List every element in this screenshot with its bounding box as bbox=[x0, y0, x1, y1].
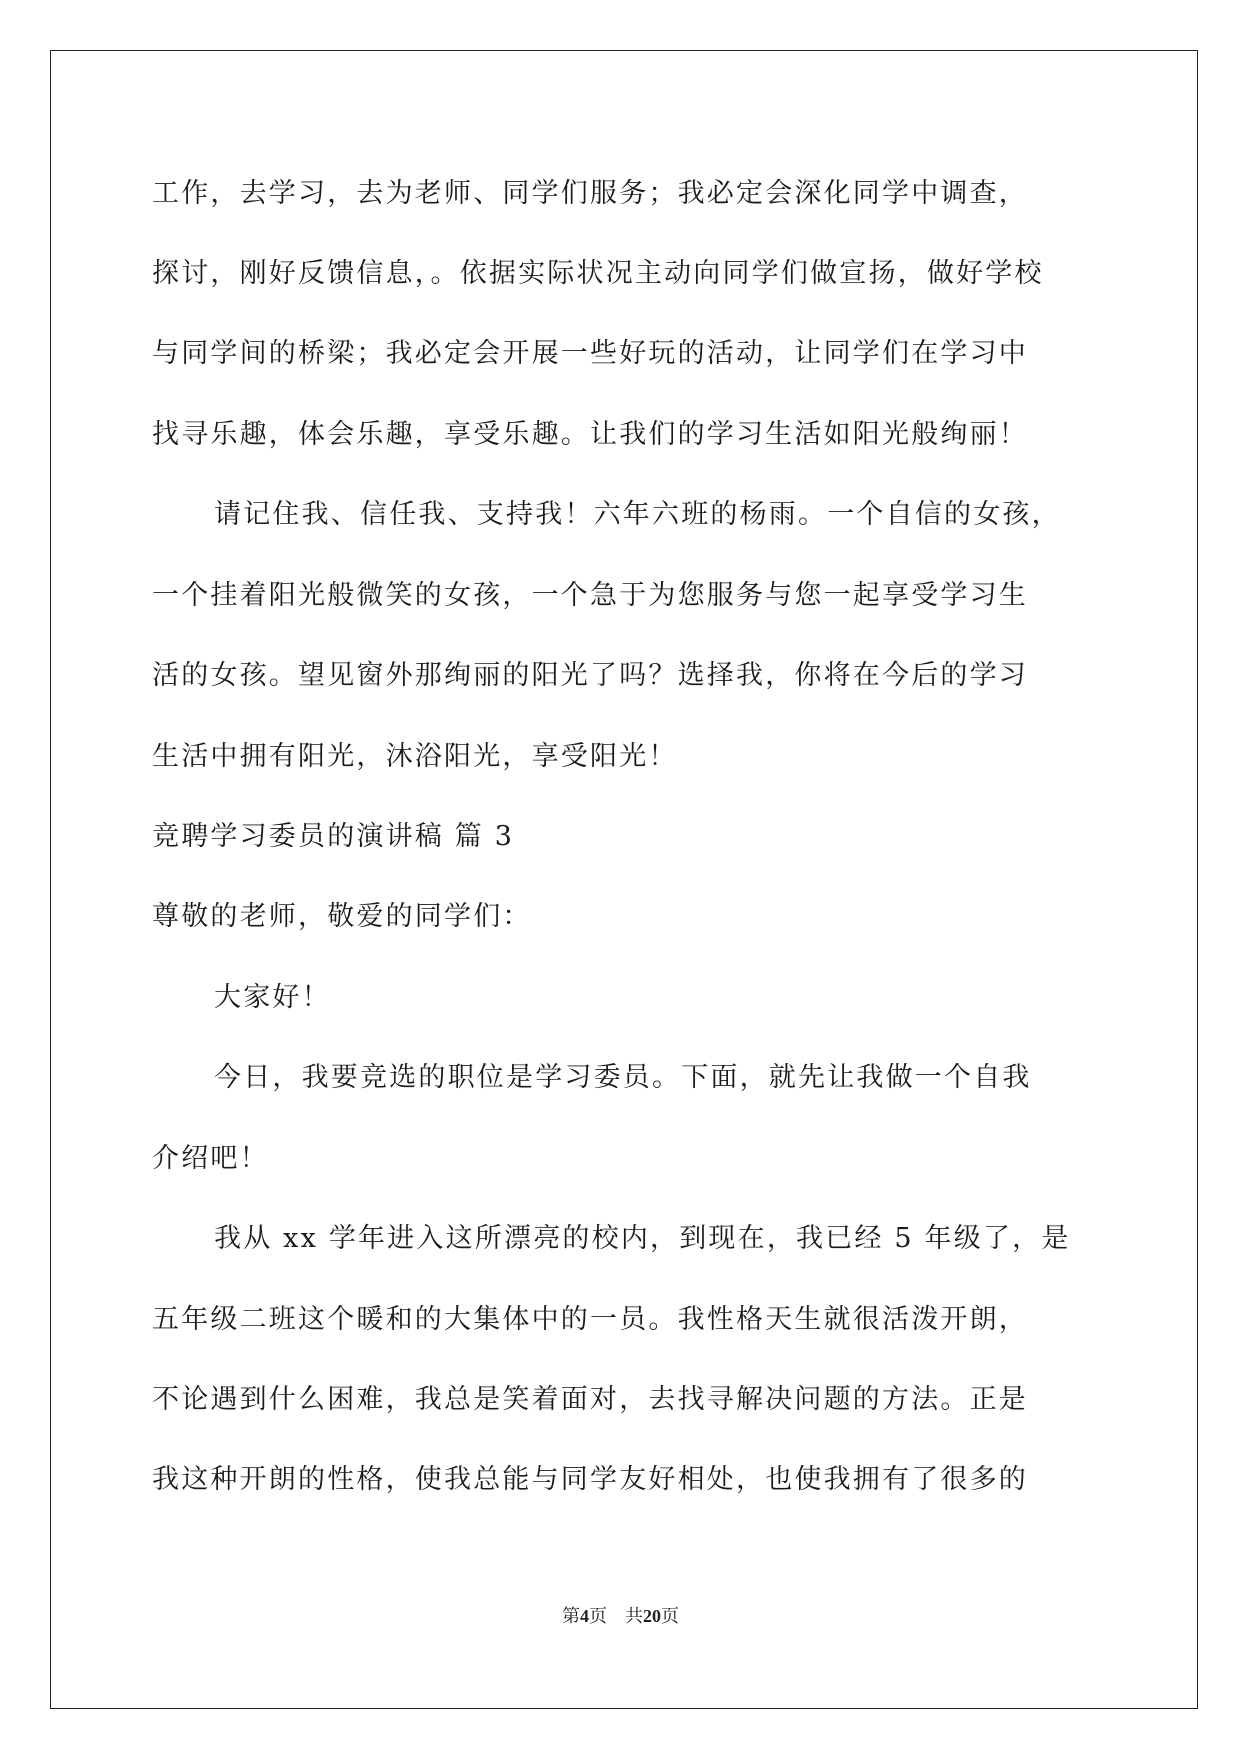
body-line: 五年级二班这个暖和的大集体中的一员。我性格天生就很活泼开朗， bbox=[152, 1304, 1028, 1335]
body-line: 我这种开朗的性格，使我总能与同学友好相处，也使我拥有了很多的 bbox=[152, 1464, 1028, 1495]
total-prefix: 共 bbox=[625, 1606, 643, 1626]
page-footer bbox=[0, 1604, 1241, 1628]
body-line: 探讨，刚好反馈信息，。依据实际状况主动向同学们做宣扬，做好学校 bbox=[152, 258, 1044, 289]
page-prefix: 第 bbox=[562, 1606, 580, 1626]
page-number: 4 bbox=[580, 1606, 589, 1626]
body-line: 生活中拥有阳光，沐浴阳光，享受阳光！ bbox=[152, 741, 678, 772]
page-suffix: 页 bbox=[589, 1606, 607, 1626]
body-line: 找寻乐趣，体会乐趣，享受乐趣。让我们的学习生活如阳光般绚丽！ bbox=[152, 419, 1028, 450]
body-line: 与同学间的桥梁；我必定会开展一些好玩的活动，让同学们在学习中 bbox=[152, 338, 1028, 369]
paragraph-first-line: 今日，我要竞选的职位是学习委员。下面，就先让我做一个自我 bbox=[214, 1062, 1032, 1093]
paragraph-first-line: 我从 xx 学年进入这所漂亮的校内，到现在，我已经 5 年级了，是 bbox=[214, 1223, 1071, 1254]
total-pages: 20 bbox=[643, 1606, 661, 1626]
paragraph-first-line: 请记住我、信任我、支持我！六年六班的杨雨。一个自信的女孩， bbox=[214, 499, 1061, 530]
body-line: 一个挂着阳光般微笑的女孩，一个急于为您服务与您一起享受学习生 bbox=[152, 580, 1028, 611]
body-line: 活的女孩。望见窗外那绚丽的阳光了吗？选择我，你将在今后的学习 bbox=[152, 660, 1028, 691]
greeting: 大家好！ bbox=[214, 982, 331, 1013]
body-line: 不论遇到什么困难，我总是笑着面对，去找寻解决问题的方法。正是 bbox=[152, 1384, 1028, 1415]
salutation: 尊敬的老师，敬爱的同学们： bbox=[152, 901, 532, 932]
total-suffix: 页 bbox=[661, 1606, 679, 1626]
section-heading: 竞聘学习委员的演讲稿 篇 3 bbox=[152, 821, 515, 852]
body-line: 工作，去学习，去为老师、同学们服务；我必定会深化同学中调查， bbox=[152, 178, 1028, 209]
page-border bbox=[50, 50, 1198, 1709]
body-line: 介绍吧！ bbox=[152, 1143, 269, 1174]
